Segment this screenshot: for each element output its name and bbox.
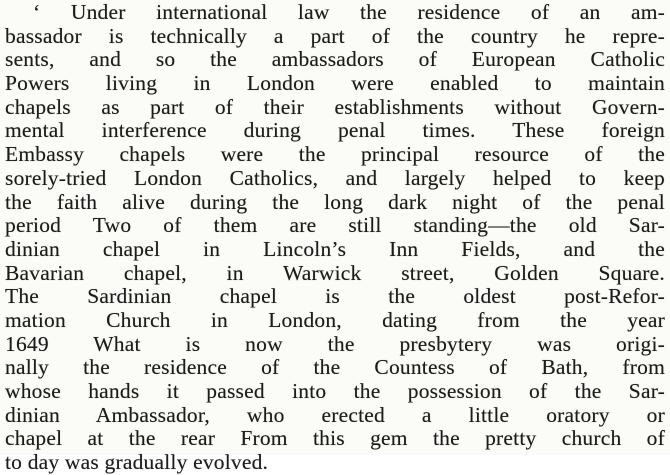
text-line: bassador is technically a part of the country he repre-	[5, 23, 665, 48]
text-line: chapels as part of their establishments without Govern-	[5, 94, 665, 119]
text-line: Powers living in London were enabled to maintain	[5, 71, 665, 96]
text-line: to day was gradually evolved.	[5, 450, 269, 475]
text-line: whose hands it passed into the possession of the Sar-	[5, 379, 665, 403]
text-line: chapel at the rear From this gem the pretty church of	[5, 426, 665, 451]
article-paragraph	[5, 1, 665, 475]
text-line: sents, and so the ambassadors of European Catholic	[5, 47, 665, 72]
text-line: period Two of them are still standing—the old Sar-	[5, 213, 665, 238]
text-line: 1649 What is now the presbytery was origi-	[5, 331, 665, 356]
text-line: the faith alive during the long dark night of the penal	[5, 189, 665, 214]
text-line: mental interference during penal times. These foreign	[5, 118, 665, 143]
text-line: Embassy chapels were the principal resource of the	[5, 142, 665, 167]
text-line: sorely-tried London Catholics, and largely helped to keep	[5, 165, 665, 190]
text-line: nally the residence of the Countess of Bath, from	[5, 355, 665, 380]
text-line: mation Church in London, dating from the year	[5, 307, 665, 332]
text-line: dinian Ambassador, who erected a little oratory or	[5, 402, 665, 427]
text-line: The Sardinian chapel is the oldest post-Refor-	[5, 284, 665, 309]
text-line: dinian chapel in Lincoln’s Inn Fields, and the	[5, 236, 665, 261]
text-line: Bavarian chapel, in Warwick street, Golden Square.	[5, 260, 665, 285]
text-line: ‘ Under international law the residence of an am-	[33, 0, 665, 24]
